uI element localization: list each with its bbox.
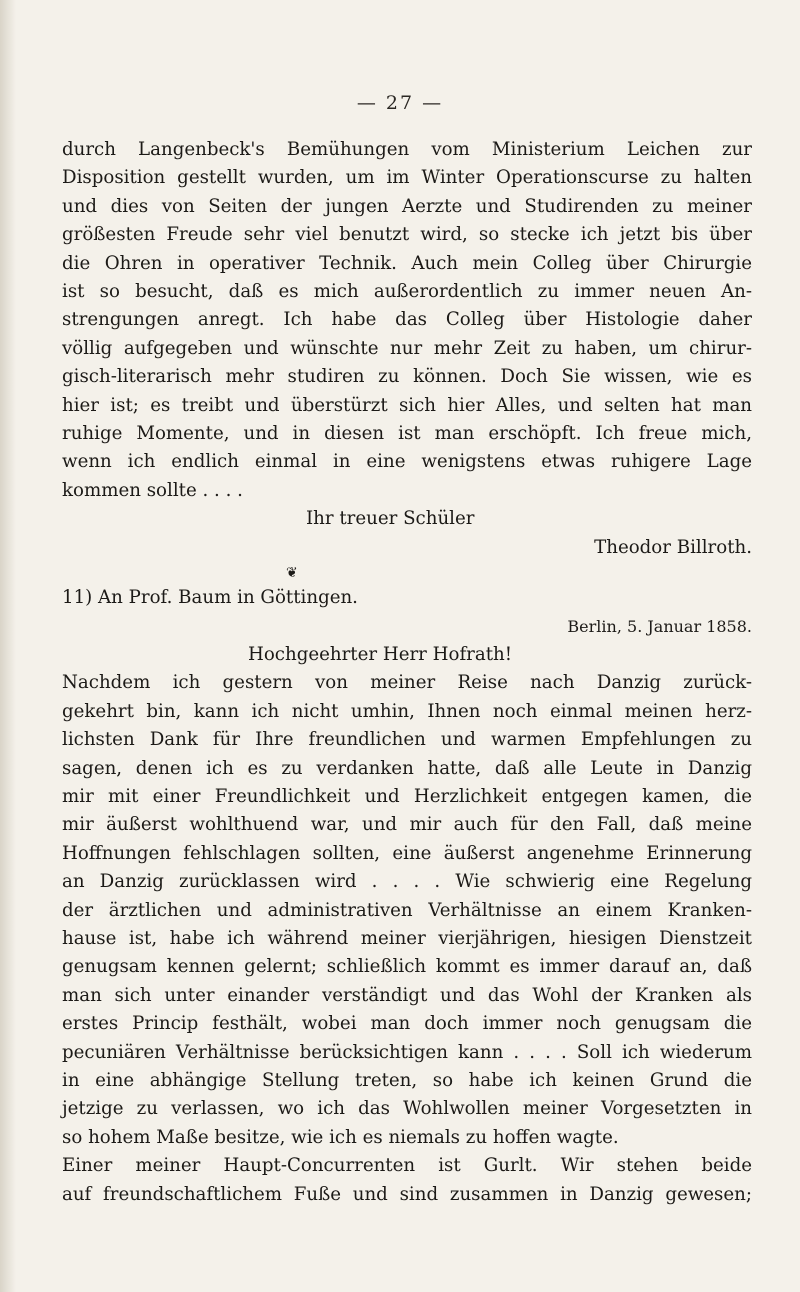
text-line: man sich unter einander verständigt und das Wohl der Kranken als	[62, 984, 752, 1006]
letter-dateline: Berlin, 5. Januar 1858.	[567, 616, 752, 636]
text-line: und dies von Seiten der jungen Aerzte und Studirenden zu meiner	[62, 195, 752, 217]
text-line: Einer meiner Haupt-Concurrenten ist Gurlt. Wir stehen beide	[62, 1155, 752, 1177]
text-line: hier ist; es treibt und überstürzt sich hier Alles, und selten hat man	[62, 394, 752, 416]
text-line: gisch-literarisch mehr studiren zu können. Doch Sie wissen, wie es	[62, 366, 752, 388]
page-number: — 27 —	[356, 92, 444, 114]
previous-letter-ending	[62, 136, 752, 582]
letter-signature: Theodor Billroth.	[594, 536, 752, 558]
text-line: kommen sollte . . . .	[62, 479, 243, 501]
text-line: in eine abhängige Stellung treten, so habe ich keinen Grund die	[62, 1070, 752, 1091]
text-line: pecuniären Verhältnisse berücksichtigen kann . . . . Soll ich wiederum	[62, 1041, 752, 1063]
text-line: erstes Princip festhält, wobei man doch immer noch genugsam die	[62, 1013, 752, 1035]
text-line: Nachdem ich gestern von meiner Reise nach Danzig zurück-	[62, 672, 752, 694]
text-line: gekehrt bin, kann ich nicht umhin, Ihnen noch einmal meinen herz-	[62, 700, 752, 722]
text-line: wenn ich endlich einmal in eine wenigstens etwas ruhigere Lage	[62, 451, 752, 473]
text-line: völlig aufgegeben und wünschte nur mehr Zeit zu haben, um chirur-	[62, 337, 752, 359]
ornament-icon: ❦	[286, 565, 298, 582]
text-line: mir mit einer Freundlichkeit und Herzlichkeit entgegen kamen, die	[62, 785, 752, 807]
text-line: größesten Freude sehr viel benutzt wird, so stecke ich jetzt bis über	[62, 224, 752, 246]
text-line: lichsten Dank für Ihre freundlichen und warmen Empfehlungen zu	[62, 729, 752, 751]
letter-salutation: Hochgeehrter Herr Hofrath!	[248, 643, 513, 665]
letter-heading: 11) An Prof. Baum in Göttingen.	[62, 587, 358, 609]
text-line: der ärztlichen und administrativen Verhältnisse an einem Kranken-	[62, 899, 752, 921]
text-line: auf freundschaftlichem Fuße und sind zusammen in Danzig gewesen;	[62, 1183, 752, 1205]
text-line: jetzige zu verlassen, wo ich das Wohlwollen meiner Vorgesetzten in	[62, 1098, 752, 1120]
text-line: durch Langenbeck's Bemühungen vom Ministerium Leichen zur	[62, 139, 752, 160]
text-line: ruhige Momente, und in diesen ist man erschöpft. Ich freue mich,	[62, 423, 752, 445]
text-line: mir äußerst wohlthuend war, und mir auch für den Fall, daß meine	[62, 814, 752, 836]
text-line: so hohem Maße besitze, wie ich es niemals zu hoffen wagte.	[62, 1126, 619, 1148]
text-line: an Danzig zurücklassen wird . . . . Wie schwierig eine Regelung	[62, 871, 752, 893]
letter	[62, 584, 752, 1209]
text-line: die Ohren in operativer Technik. Auch mein Colleg über Chirurgie	[62, 252, 752, 274]
text-line: Disposition gestellt wurden, um im Winter Operationscurse zu halten	[62, 167, 752, 189]
text-line: strengungen anregt. Ich habe das Colleg über Histologie daher	[62, 309, 752, 331]
text-line: sagen, denen ich es zu verdanken hatte, daß alle Leute in Danzig	[62, 757, 752, 779]
text-line: genugsam kennen gelernt; schließlich kommt es immer darauf an, daß	[62, 956, 752, 978]
text-line: ist so besucht, daß es mich außerordentlich zu immer neuen An-	[62, 281, 752, 303]
page-gutter-shadow	[0, 0, 16, 1292]
letter-closing: Ihr treuer Schüler	[306, 508, 475, 530]
text-line: Hoffnungen fehlschlagen sollten, eine äußerst angenehme Erinnerung	[62, 842, 752, 864]
page-body	[62, 136, 752, 1209]
text-line: hause ist, habe ich während meiner vierjährigen, hiesigen Dienstzeit	[62, 927, 752, 949]
